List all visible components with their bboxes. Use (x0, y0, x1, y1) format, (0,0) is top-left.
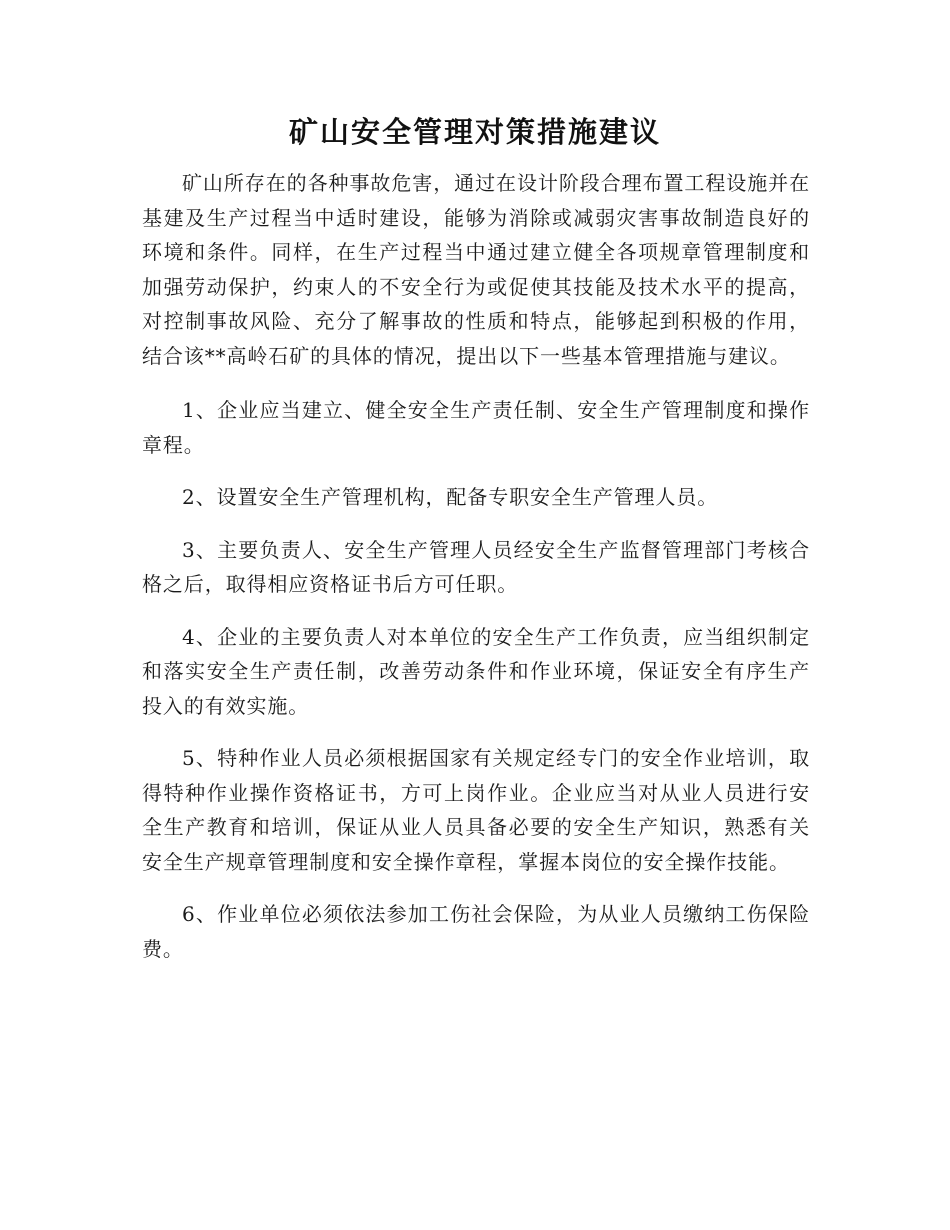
measure-item-1: 1、企业应当建立、健全安全生产责任制、安全生产管理制度和操作章程。 (142, 398, 810, 457)
intro-paragraph: 矿山所存在的各种事故危害，通过在设计阶段合理布置工程设施并在基建及生产过程当中适时建设，能够为消除或减弱灾害事故制造良好的环境和条件。同样，在生产过程当中通过建立健全各项规章管理制度和加强劳动保护，约束人的不安全行为或促使其技能及技术水平的提高，对控制事故风险、充分了解事故的性质和特点，能够起到积极的作用，结合该**高岭石矿的具体的情况，提出以下一些基本管理措施与建议。 (142, 171, 810, 368)
document-body (142, 166, 810, 984)
measure-item-3: 3、主要负责人、安全生产管理人员经安全生产监督管理部门考核合格之后，取得相应资格证书后方可任职。 (142, 537, 810, 596)
measure-item-6: 6、作业单位必须依法参加工伤社会保险，为从业人员缴纳工伤保险费。 (142, 902, 810, 961)
measure-item-4: 4、企业的主要负责人对本单位的安全生产工作负责，应当组织制定和落实安全生产责任制，改善劳动条件和作业环境，保证安全有序生产投入的有效实施。 (142, 624, 810, 718)
measure-item-2: 2、设置安全生产管理机构，配备专职安全生产管理人员。 (182, 485, 719, 509)
measure-item-5: 5、特种作业人员必须根据国家有关规定经专门的安全作业培训，取得特种作业操作资格证书，方可上岗作业。企业应当对从业人员进行安全生产教育和培训，保证从业人员具备必要的安全生产知识，熟悉有关安全生产规章管理制度和安全操作章程，掌握本岗位的安全操作技能。 (142, 746, 810, 874)
document-title: 矿山安全管理对策措施建议 (288, 115, 661, 149)
